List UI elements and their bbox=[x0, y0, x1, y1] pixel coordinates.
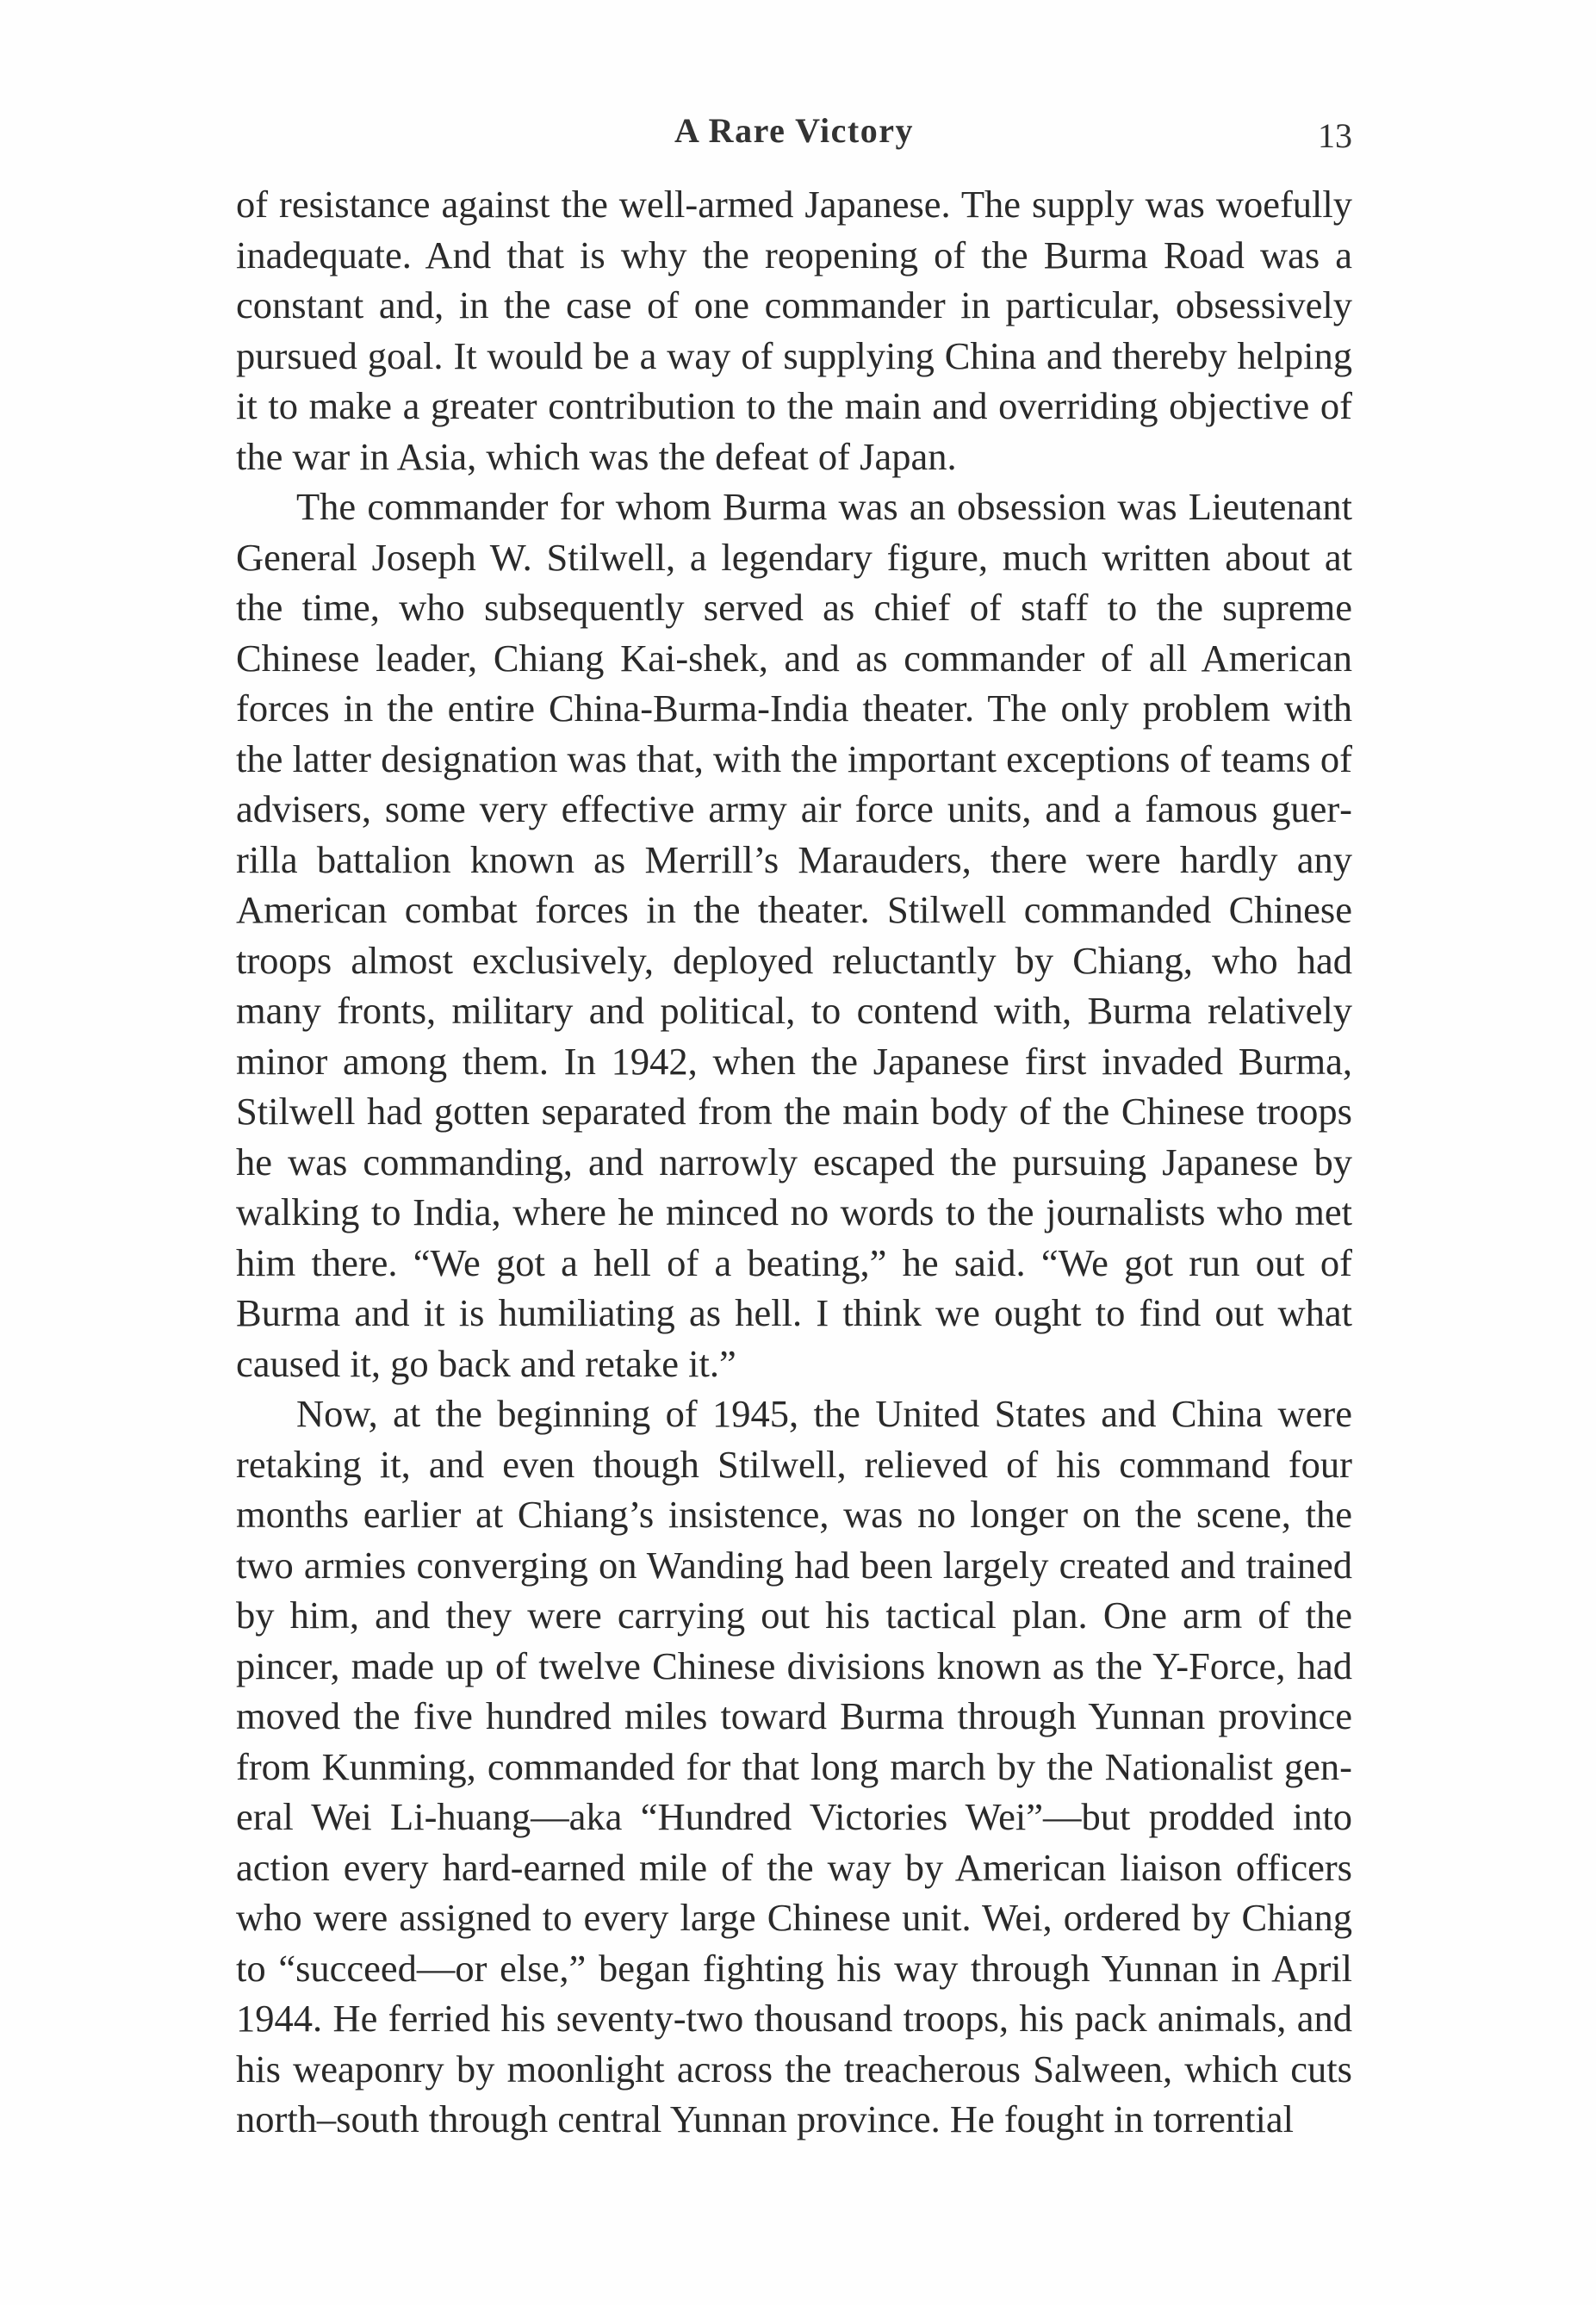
running-title: A Rare Victory bbox=[674, 111, 914, 150]
paragraph-2: The commander for whom Burma was an obsession was Lieutenant General Joseph W. Stilwell, a legendary figure, much written about at the time, who subsequently served as chief of staff to the supreme Chinese leader, Chiang Kai-shek, and as commander of all American forces in the entire China-Burma-India theater. The only problem with the latter designation was that, with the important exceptions of teams of advisers, some very effective army air force units, and a famous guerrilla battalion known as Merrill’s Marauders, there were hardly any American combat forces in the theater. Stilwell commanded Chinese troops almost exclusively, deployed reluctantly by Chiang, who had many fronts, military and political, to contend with, Burma relatively minor among them. In 1942, when the Japanese first invaded Burma, Stilwell had gotten separated from the main body of the Chinese troops he was commanding, and narrowly escaped the pursuing Japanese by walking to India, where he minced no words to the journalists who met him there. “We got a hell of a beating,” he said. “We got run out of Burma and it is humiliating as hell. I think we ought to find out what caused it, go back and retake it.” bbox=[236, 485, 1352, 1385]
body-text bbox=[236, 179, 1352, 2145]
paragraph-1: of resistance against the well-armed Japanese. The supply was woefully inadequate. And that is why the reopening of the Burma Road was a constant and, in the case of one commander in particular, obsessively pursued goal. It would be a way of supplying China and thereby helping it to make a greater contribution to the main and overriding objective of the war in Asia, which was the defeat of Japan. bbox=[236, 183, 1352, 478]
page-number: 13 bbox=[1318, 116, 1352, 155]
paragraph-3: Now, at the beginning of 1945, the United States and China were retaking it, and even though Stilwell, relieved of his command four months earlier at Chiang’s insistence, was no longer on the scene, the two armies converging on Wanding had been largely created and trained by him, and they were carrying out his tactical plan. One arm of the pincer, made up of twelve Chinese divisions known as the Y-Force, had moved the five hundred miles toward Burma through Yunnan province from Kunming, commanded for that long march by the Nationalist general Wei Li-huang—aka “Hundred Victories Wei”—but prodded into action every hard-earned mile of the way by American liaison officers who were assigned to every large Chinese unit. Wei, ordered by Chiang to “succeed—or else,” began fighting his way through Yunnan in April 1944. He ferried his seventy-two thousand troops, his pack animals, and his weaponry by moonlight across the treacherous Salween, which cuts north–south through central Yunnan province. He fought in torrential bbox=[236, 1392, 1352, 2140]
running-head bbox=[236, 110, 1352, 162]
